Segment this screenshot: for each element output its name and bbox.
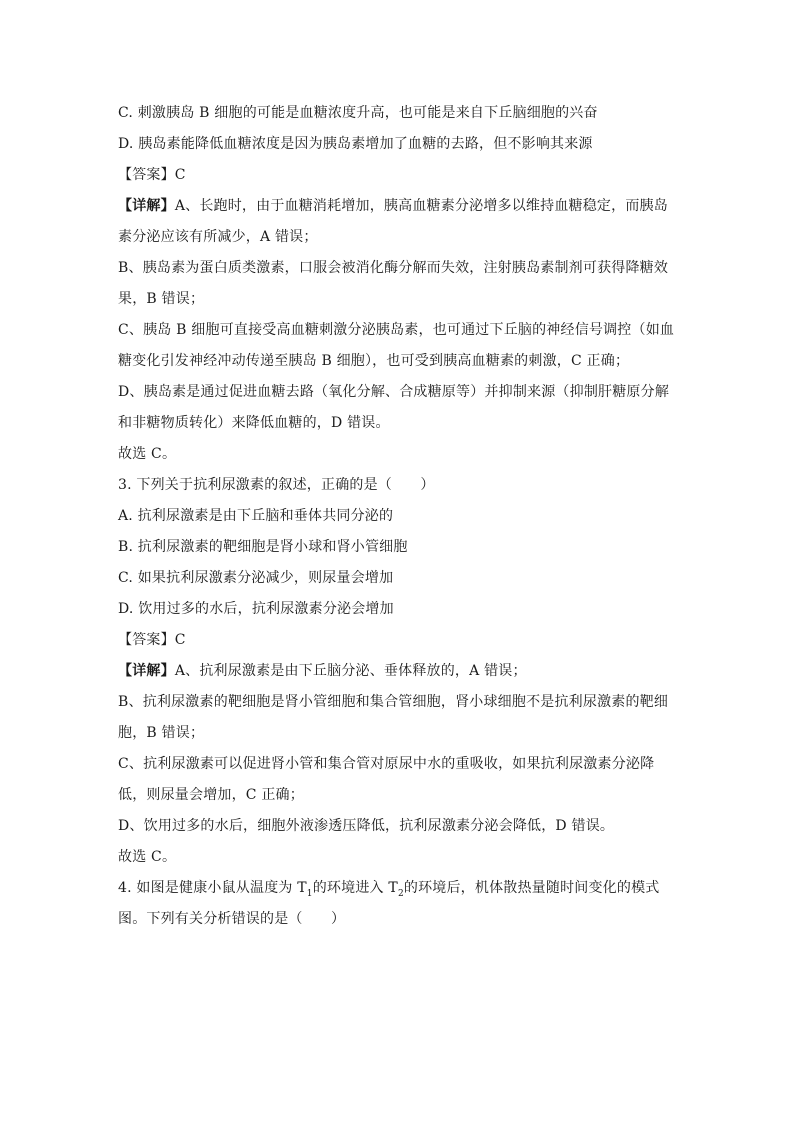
q2-detail-line-2: 素分泌应该有所减少，A 错误；: [118, 229, 318, 245]
q2-conclusion: 故选 C。: [118, 446, 177, 462]
q2-answer: 【答案】C: [118, 167, 186, 183]
q3-detail-line-4: C、抗利尿激素可以促进肾小管和集合管对原尿中水的重吸收，如果抗利尿激素分泌降: [118, 756, 655, 772]
q3-detail-line-2: B、抗利尿激素的靶细胞是肾小管细胞和集合管细胞，肾小球细胞不是抗利尿激素的靶细: [118, 694, 669, 710]
q3-option-a: A. 抗利尿激素是由下丘脑和垂体共同分泌的: [118, 508, 394, 524]
q3-option-d: D. 饮用过多的水后，抗利尿激素分泌会增加: [118, 601, 394, 617]
q2-detail-line-3: B、胰岛素为蛋白质类激素，口服会被消化酶分解而失效，注射胰岛素制剂可获得降糖效: [118, 260, 669, 276]
q2-detail-line-1: 【详解】A、长跑时，由于血糖消耗增加，胰高血糖素分泌增多以维持血糖稳定，而胰岛: [118, 198, 668, 214]
q2-detail-line-4: 果，B 错误；: [118, 291, 205, 307]
q3-detail-line-6: D、饮用过多的水后，细胞外液渗透压降低，抗利尿激素分泌会降低，D 错误。: [118, 818, 615, 834]
detail-tag: 【详解】: [118, 198, 175, 214]
q2-detail-line-7: D、胰岛素是通过促进血糖去路（氧化分解、合成糖原等）并抑制来源（抑制肝糖原分解: [118, 384, 670, 400]
q2-option-d: D. 胰岛素能降低血糖浓度是因为胰岛素增加了血糖的去路，但不影响其来源: [118, 136, 593, 152]
q3-conclusion: 故选 C。: [118, 849, 177, 865]
q2-option-c: C. 刺激胰岛 B 细胞的可能是血糖浓度升高，也可能是来自下丘脑细胞的兴奋: [118, 105, 598, 121]
q3-detail-line-3: 胞，B 错误；: [118, 725, 205, 741]
q3-option-b: B. 抗利尿激素的靶细胞是肾小球和肾小管细胞: [118, 539, 408, 555]
q2-detail-line-6: 糖变化引发神经冲动传递至胰岛 B 细胞），也可受到胰高血糖素的刺激，C 正确；: [118, 353, 630, 369]
q4-stem-line-2: 图。下列有关分析错误的是（ ）: [118, 911, 346, 927]
detail-tag: 【详解】: [118, 663, 175, 679]
q2-detail-line-8: 和非糖物质转化）来降低血糖的，D 错误。: [118, 415, 390, 431]
q4-stem-line-1: 4. 如图是健康小鼠从温度为 $T_1$的环境进入 $T_2$的环境后，机体散热量随时间变化的模式: [118, 880, 660, 899]
q2-detail-line-5: C、胰岛 B 细胞可直接受高血糖刺激分泌胰岛素，也可通过下丘脑的神经信号调控（如血: [118, 322, 675, 338]
q3-answer: 【答案】C: [118, 632, 186, 648]
q3-stem: 3. 下列关于抗利尿激素的叙述，正确的是（ ）: [118, 477, 435, 493]
q3-detail-line-1: 【详解】A、抗利尿激素是由下丘脑分泌、垂体释放的，A 错误；: [118, 663, 527, 679]
document-page: [118, 98, 678, 935]
q3-option-c: C. 如果抗利尿激素分泌减少，则尿量会增加: [118, 570, 394, 586]
q3-detail-line-5: 低，则尿量会增加，C 正确；: [118, 787, 304, 803]
